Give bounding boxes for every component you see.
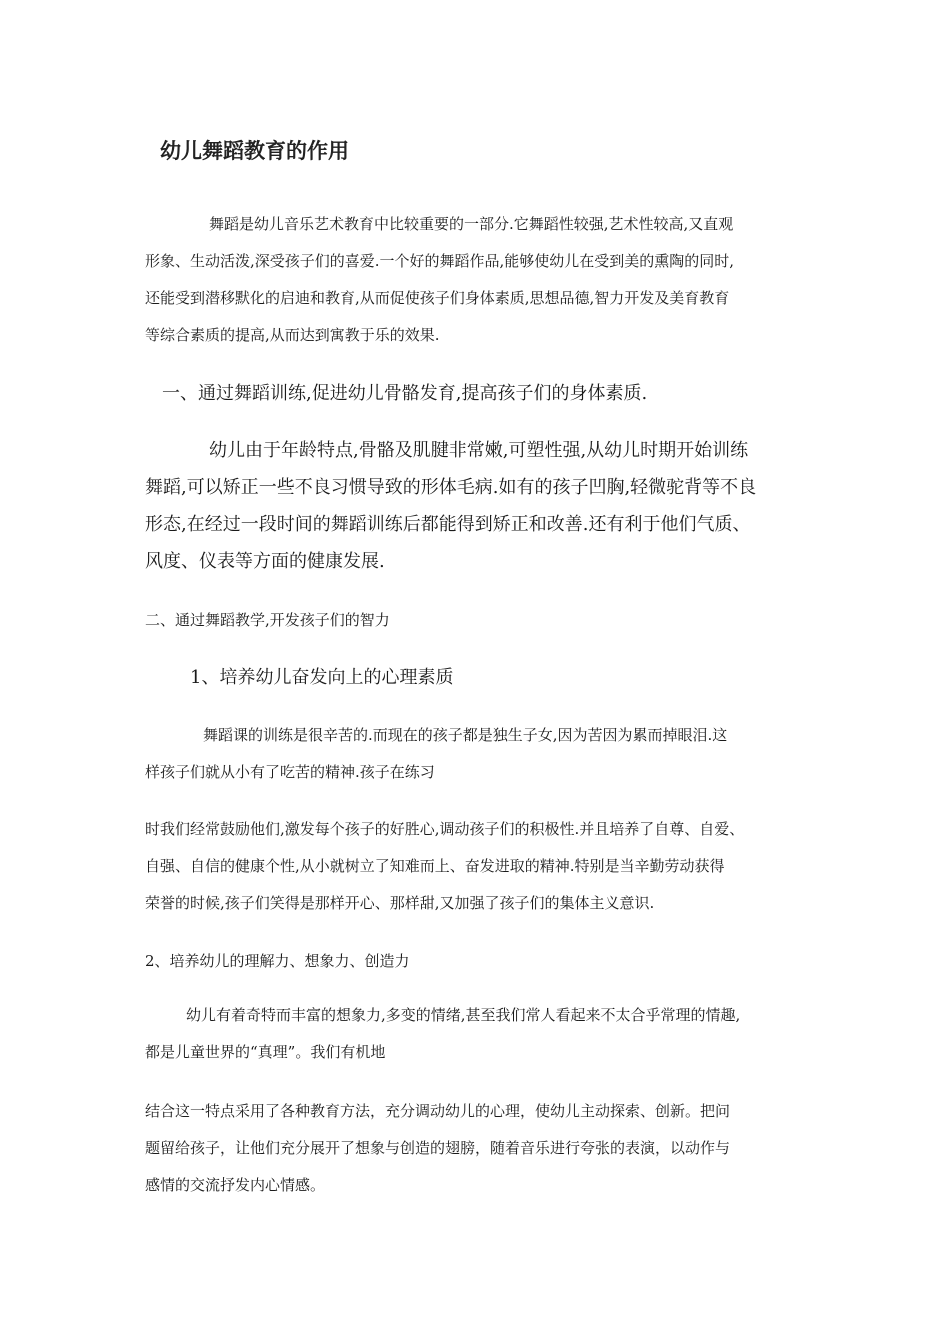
paragraph-line: 结合这一特点采用了各种教育方法，充分调动幼儿的心理，使幼儿主动探索、创新。把问	[145, 1102, 731, 1120]
paragraph-line: 题留给孩子，让他们充分展开了想象与创造的翅膀，随着音乐进行夸张的表演，以动作与	[145, 1139, 731, 1157]
paragraph-line: 感情的交流抒发内心情感。	[145, 1176, 326, 1194]
paragraph-line: 形象、生动活泼,深受孩子们的喜爱.一个好的舞蹈作品,能够使幼儿在受到美的熏陶的同时,	[145, 252, 735, 270]
document-title: 幼儿舞蹈教育的作用	[160, 139, 349, 163]
paragraph-line: 样孩子们就从小有了吃苦的精神.孩子在练习	[145, 763, 435, 781]
paragraph-line: 风度、仪表等方面的健康发展.	[145, 551, 385, 572]
subsection2-heading: 2、培养幼儿的理解力、想象力、创造力	[145, 952, 410, 970]
paragraph-line: 幼儿有着奇特而丰富的想象力,多变的情绪,甚至我们常人看起来不太合乎常理的情趣,	[186, 1006, 741, 1024]
paragraph-line: 还能受到潜移默化的启迪和教育,从而促使孩子们身体素质,思想品德,智力开发及美育教育	[145, 289, 730, 307]
paragraph-line: 舞蹈是幼儿音乐艺术教育中比较重要的一部分.它舞蹈性较强,艺术性较高,又直观	[209, 215, 734, 233]
subsection1-paragraph-b	[145, 811, 825, 922]
subsection2-paragraph-b	[145, 1093, 825, 1204]
section2-heading: 二、通过舞蹈教学,开发孩子们的智力	[145, 611, 390, 629]
section1-paragraph	[145, 432, 825, 580]
paragraph-line: 舞蹈课的训练是很辛苦的.而现在的孩子都是独生子女,因为苦因为累而掉眼泪.这	[203, 726, 728, 744]
paragraph-line: 都是儿童世界的“真理”。我们有机地	[145, 1043, 386, 1061]
paragraph-line: 形态,在经过一段时间的舞蹈训练后都能得到矫正和改善.还有利于他们气质、	[145, 514, 751, 535]
subsection2-paragraph-a	[145, 997, 825, 1071]
subsection1-heading: 1、培养幼儿奋发向上的心理素质	[190, 667, 454, 688]
subsection1-paragraph-a	[145, 717, 825, 791]
paragraph-line: 荣誉的时候,孩子们笑得是那样开心、那样甜,又加强了孩子们的集体主义意识.	[145, 894, 655, 912]
paragraph-line: 自强、自信的健康个性,从小就树立了知难而上、奋发进取的精神.特别是当辛勤劳动获得	[145, 857, 725, 875]
paragraph-line: 时我们经常鼓励他们,激发每个孩子的好胜心,调动孩子们的积极性.并且培养了自尊、自爱、	[145, 820, 745, 838]
section1-heading: 一、通过舞蹈训练,促进幼儿骨骼发育,提高孩子们的身体素质.	[162, 383, 648, 404]
paragraph-line: 等综合素质的提高,从而达到寓教于乐的效果.	[145, 326, 440, 344]
paragraph-line: 舞蹈,可以矫正一些不良习惯导致的形体毛病.如有的孩子凹胸,轻微驼背等不良	[145, 477, 757, 498]
paragraph-line: 幼儿由于年龄特点,骨骼及肌腱非常嫩,可塑性强,从幼儿时期开始训练	[209, 440, 749, 461]
intro-paragraph	[145, 206, 825, 354]
